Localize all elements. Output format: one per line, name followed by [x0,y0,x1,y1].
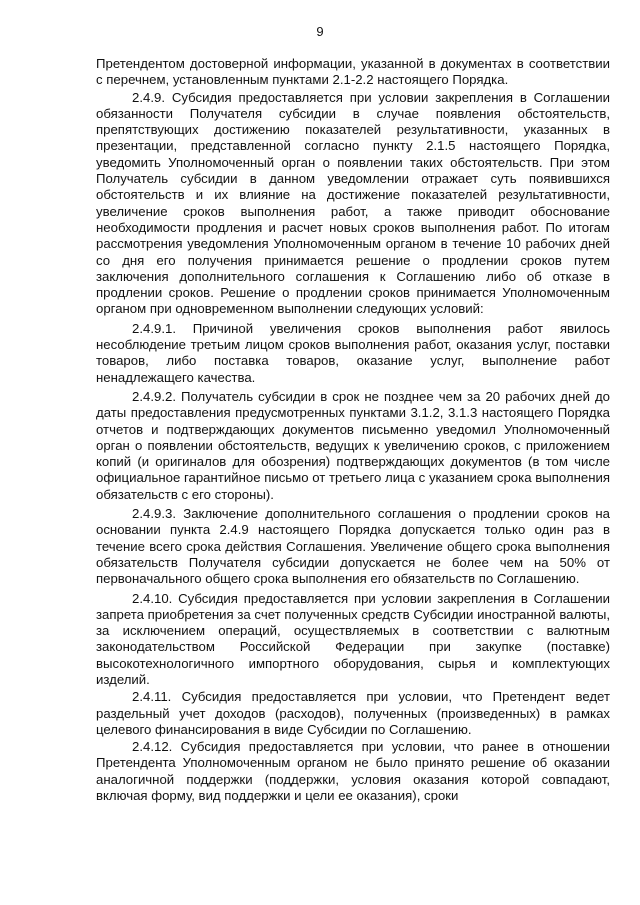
page-number: 9 [316,24,324,39]
paragraph-2-4-12: 2.4.12. Субсидия предоставляется при условии, что ранее в отношении Претендента Уполномоченным органом не было принято решение об оказании аналогичной поддержки (поддержки, условия оказания которой совпадают, включая форму, вид поддержки и цели ее оказания), сроки [96,739,610,804]
paragraph-2-4-10: 2.4.10. Субсидия предоставляется при условии закрепления в Соглашении запрета приобретения за счет полученных средств Субсидии иностранной валюты, за исключением операций, осуществляемых в соответствии с валютным законодательством Российской Федерации при закупке (поставке) высокотехнологичного импортного оборудования, сырья и комплектующих изделий. [96,590,610,687]
document-body [96,56,610,805]
paragraph-2-4-9: 2.4.9. Субсидия предоставляется при условии закрепления в Соглашении обязанности Получателя субсидии в случае появления обстоятельств, препятствующих достижению показателей результативности, указанных в презентации, представленной согласно пункту 2.1.5 настоящего Порядка, уведомить Уполномоченный орган о появлении таких обстоятельств. При этом Получатель субсидии в данном уведомлении отражает суть появившихся обстоятельств и их влияние на достижение показателей результативности, увеличение сроков выполнения работ, а также приводит обоснование необходимости продления и расчет новых сроков выполнения работ. По итогам рассмотрения уведомления Уполномоченным органом в течение 10 рабочих дней со дня его получения принимается решение о продлении сроков путем заключения дополнительного соглашения к Соглашению либо об отказе в продлении сроков. Решение о продлении сроков принимается Уполномоченным органом при одновременном выполнении следующих условий: [96,89,610,317]
paragraph-continuation: Претендентом достоверной информации, указанной в документах в соответствии с перечнем, установленным пунктами 2.1-2.2 настоящего Порядка. [96,56,610,88]
paragraph-2-4-11: 2.4.11. Субсидия предоставляется при условии, что Претендент ведет раздельный учет доходов (расходов), полученных (произведенных) в рамках целевого финансирования в виде Субсидии по Соглашению. [96,689,610,737]
paragraph-2-4-9-2: 2.4.9.2. Получатель субсидии в срок не позднее чем за 20 рабочих дней до даты предоставления предусмотренных пунктами 3.1.2, 3.1.3 настоящего Порядка отчетов и подтверждающих документов письменно уведомил Уполномоченный орган о появлении обстоятельств, ведущих к увеличению сроков, с приложением копий (и оригиналов для обозрения) подтверждающих документов (в том числе официальное гарантийное письмо от третьего лица с указанием срока выполнения обязательств с его стороны). [96,388,610,502]
paragraph-2-4-9-3: 2.4.9.3. Заключение дополнительного соглашения о продлении сроков на основании пункта 2.4.9 настоящего Порядка допускается только один раз в течение всего срока действия Соглашения. Увеличение общего срока выполнения обязательств Получателя субсидии допускается не более чем на 50% от первоначального общего срока выполнения его обязательств по Соглашению. [96,506,610,587]
paragraph-2-4-9-1: 2.4.9.1. Причиной увеличения сроков выполнения работ явилось несоблюдение третьим лицом сроков выполнения работ, оказания услуг, поставки товаров, либо поставка товаров, оказание услуг, выполнение работ ненадлежащего качества. [96,320,610,385]
